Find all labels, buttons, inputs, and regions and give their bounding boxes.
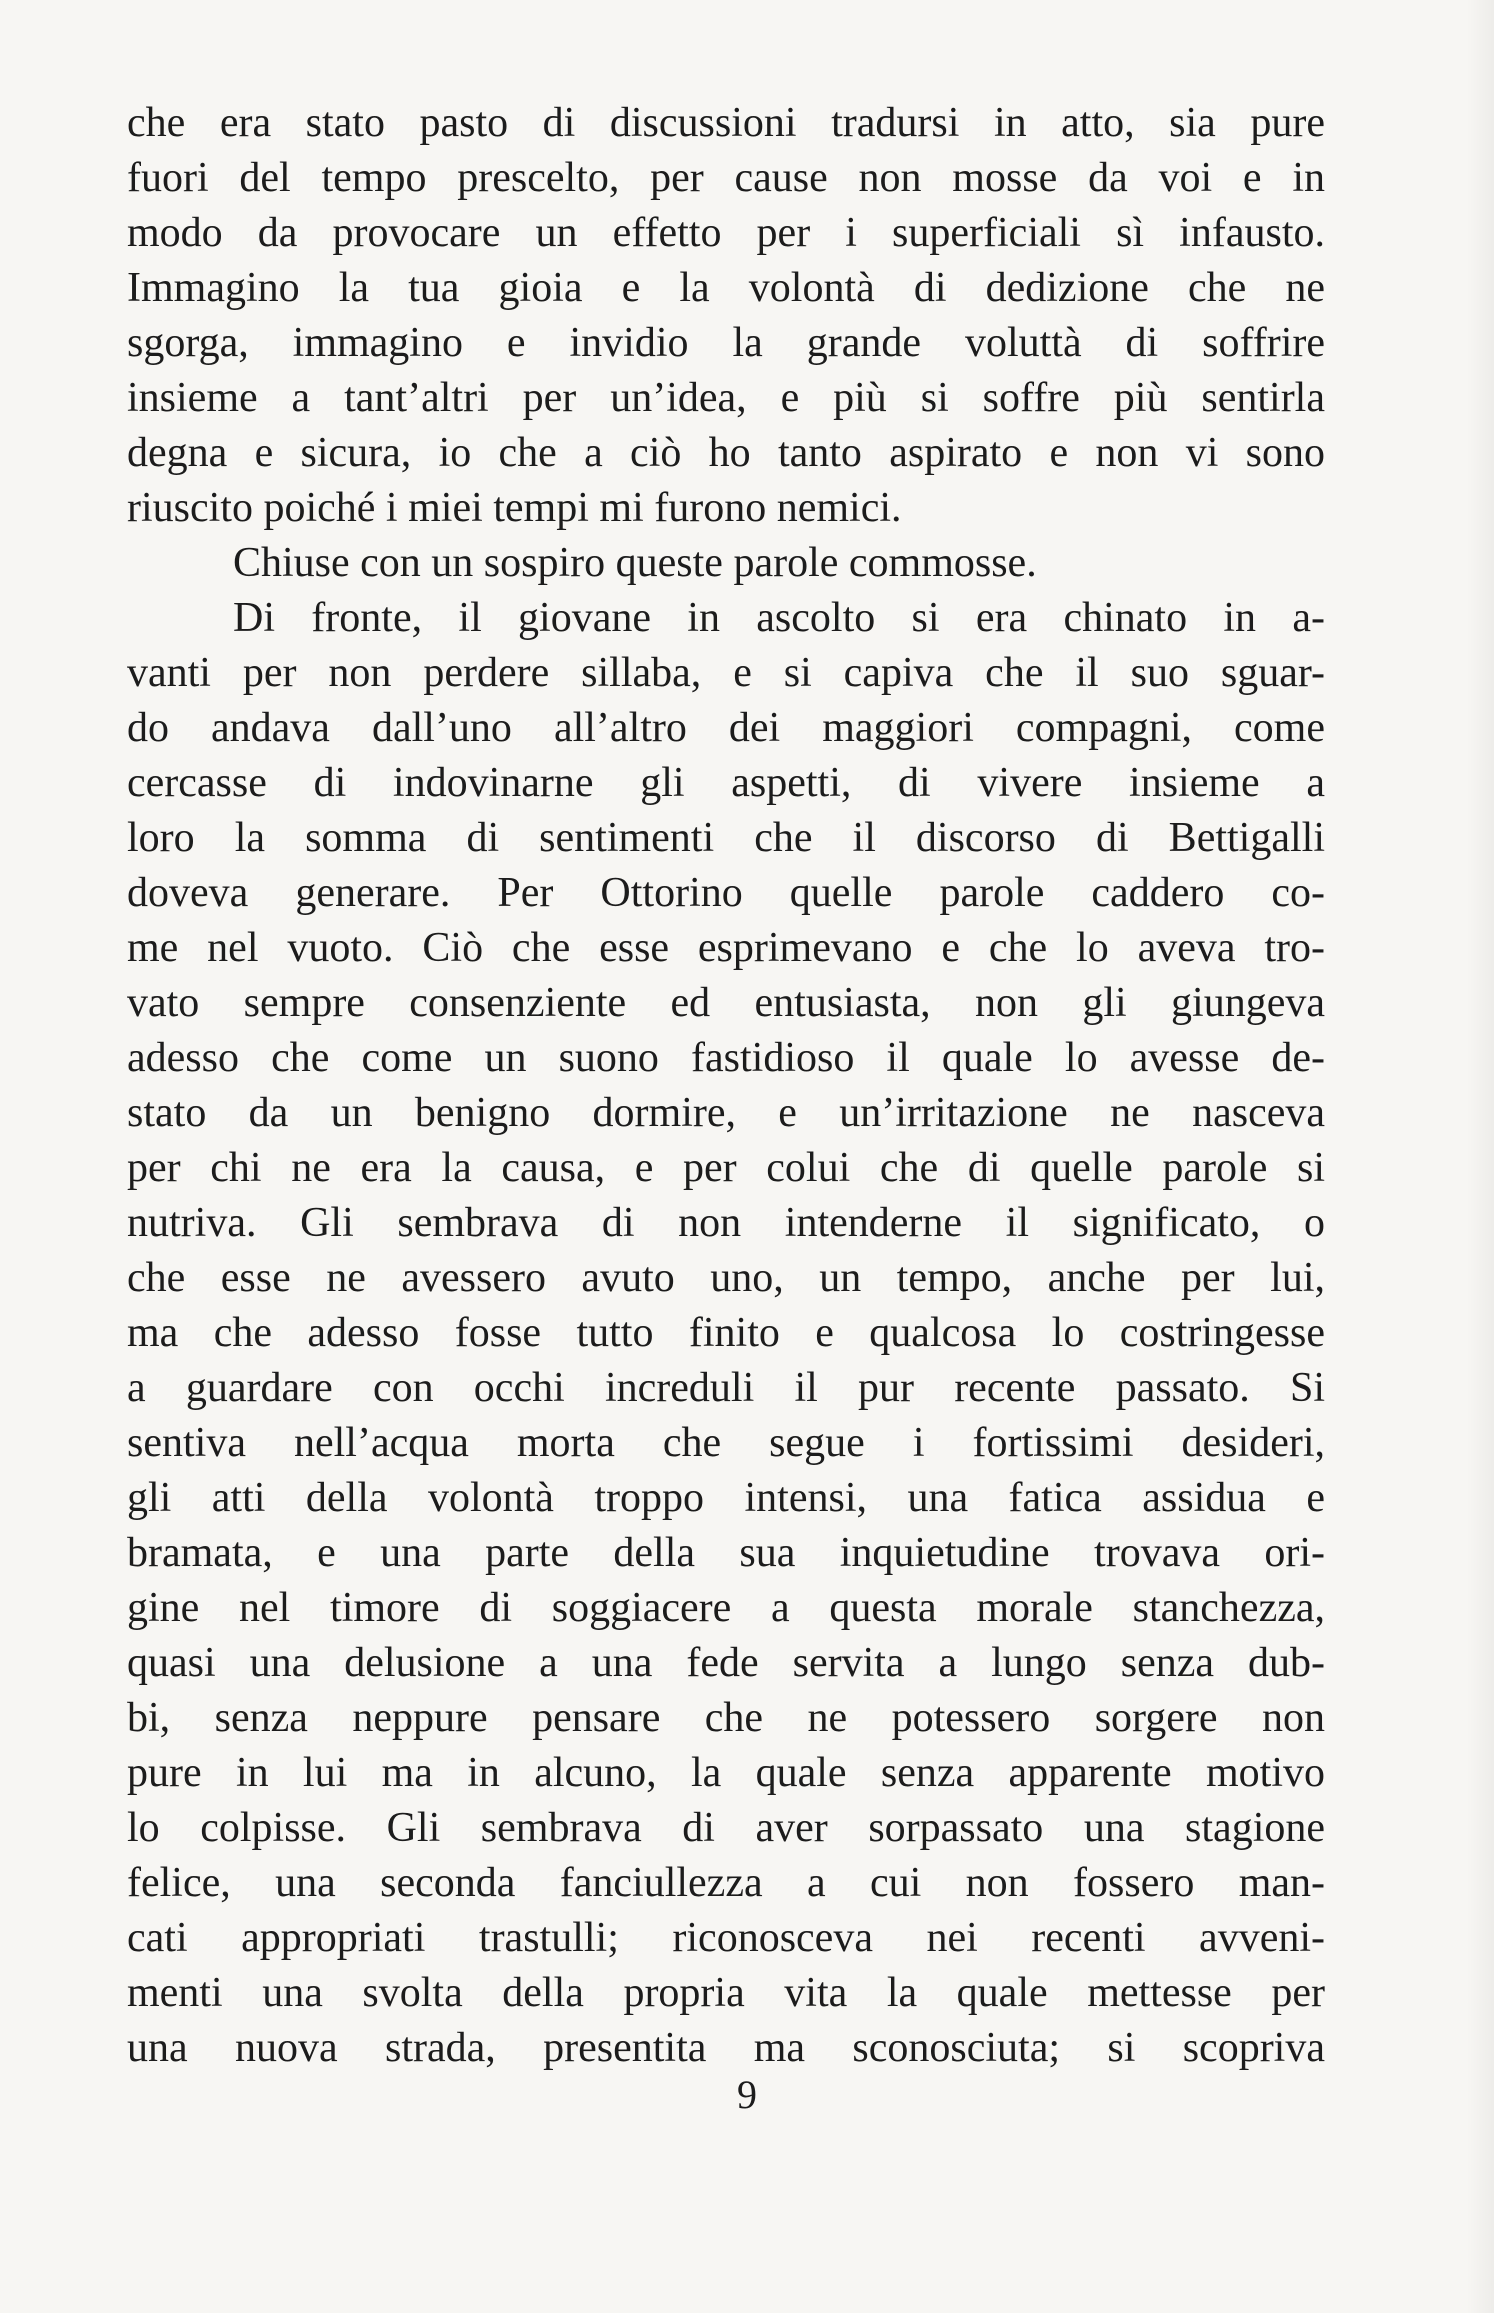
text-line: modo da provocare un effetto per i superficiali sì infausto.: [127, 210, 1325, 256]
text-line: loro la somma di sentimenti che il discorso di Bettigalli: [127, 815, 1325, 861]
text-line: pure in lui ma in alcuno, la quale senza apparente motivo: [127, 1750, 1325, 1796]
text-line: che esse ne avessero avuto uno, un tempo, anche per lui,: [127, 1255, 1325, 1301]
text-line: sentiva nell’acqua morta che segue i fortissimi desideri,: [127, 1420, 1325, 1466]
text-line: menti una svolta della propria vita la quale mettesse per: [127, 1970, 1325, 2016]
text-line: ma che adesso fosse tutto finito e qualcosa lo costringesse: [127, 1310, 1325, 1356]
text-line: Immagino la tua gioia e la volontà di dedizione che ne: [127, 265, 1325, 311]
page-number: 9: [737, 2072, 757, 2117]
text-line: stato da un benigno dormire, e un’irritazione ne nasceva: [127, 1090, 1325, 1136]
text-line: insieme a tant’altri per un’idea, e più si soffre più sentirla: [127, 375, 1325, 421]
text-line: felice, una seconda fanciullezza a cui non fossero man-: [127, 1860, 1325, 1906]
text-line: adesso che come un suono fastidioso il quale lo avesse de-: [127, 1035, 1325, 1081]
text-line: per chi ne era la causa, e per colui che di quelle parole si: [127, 1145, 1325, 1191]
page-edge-shadow: [1466, 0, 1494, 2313]
text-line: bi, senza neppure pensare che ne potessero sorgere non: [127, 1695, 1325, 1741]
text-line: nutriva. Gli sembrava di non intenderne il significato, o: [127, 1200, 1325, 1246]
text-line: che era stato pasto di discussioni tradursi in atto, sia pure: [127, 100, 1325, 146]
text-line: sgorga, immagino e invidio la grande voluttà di soffrire: [127, 320, 1325, 366]
text-line: cati appropriati trastulli; riconosceva nei recenti avveni-: [127, 1915, 1325, 1961]
text-line: me nel vuoto. Ciò che esse esprimevano e che lo aveva tro-: [127, 925, 1325, 971]
text-line: cercasse di indovinarne gli aspetti, di vivere insieme a: [127, 760, 1325, 806]
text-line: lo colpisse. Gli sembrava di aver sorpassato una stagione: [127, 1805, 1325, 1851]
text-line: gine nel timore di soggiacere a questa morale stanchezza,: [127, 1585, 1325, 1631]
text-line: do andava dall’uno all’altro dei maggiori compagni, come: [127, 705, 1325, 751]
text-line: quasi una delusione a una fede servita a lungo senza dub-: [127, 1640, 1325, 1686]
text-line: degna e sicura, io che a ciò ho tanto aspirato e non vi sono: [127, 430, 1325, 476]
text-line: fuori del tempo prescelto, per cause non mosse da voi e in: [127, 155, 1325, 201]
text-line: bramata, e una parte della sua inquietudine trovava ori-: [127, 1530, 1325, 1576]
text-line: a guardare con occhi increduli il pur recente passato. Si: [127, 1365, 1325, 1411]
text-line: Di fronte, il giovane in ascolto si era chinato in a-: [233, 595, 1325, 641]
text-line: gli atti della volontà troppo intensi, una fatica assidua e: [127, 1475, 1325, 1521]
text-line: vanti per non perdere sillaba, e si capiva che il suo sguar-: [127, 650, 1325, 696]
text-line: una nuova strada, presentita ma sconosciuta; si scopriva: [127, 2025, 1325, 2071]
text-line: doveva generare. Per Ottorino quelle parole caddero co-: [127, 870, 1325, 916]
text-line: riuscito poiché i miei tempi mi furono nemici.: [127, 485, 902, 531]
text-line: Chiuse con un sospiro queste parole commosse.: [233, 540, 1037, 586]
text-line: vato sempre consenziente ed entusiasta, non gli giungeva: [127, 980, 1325, 1026]
